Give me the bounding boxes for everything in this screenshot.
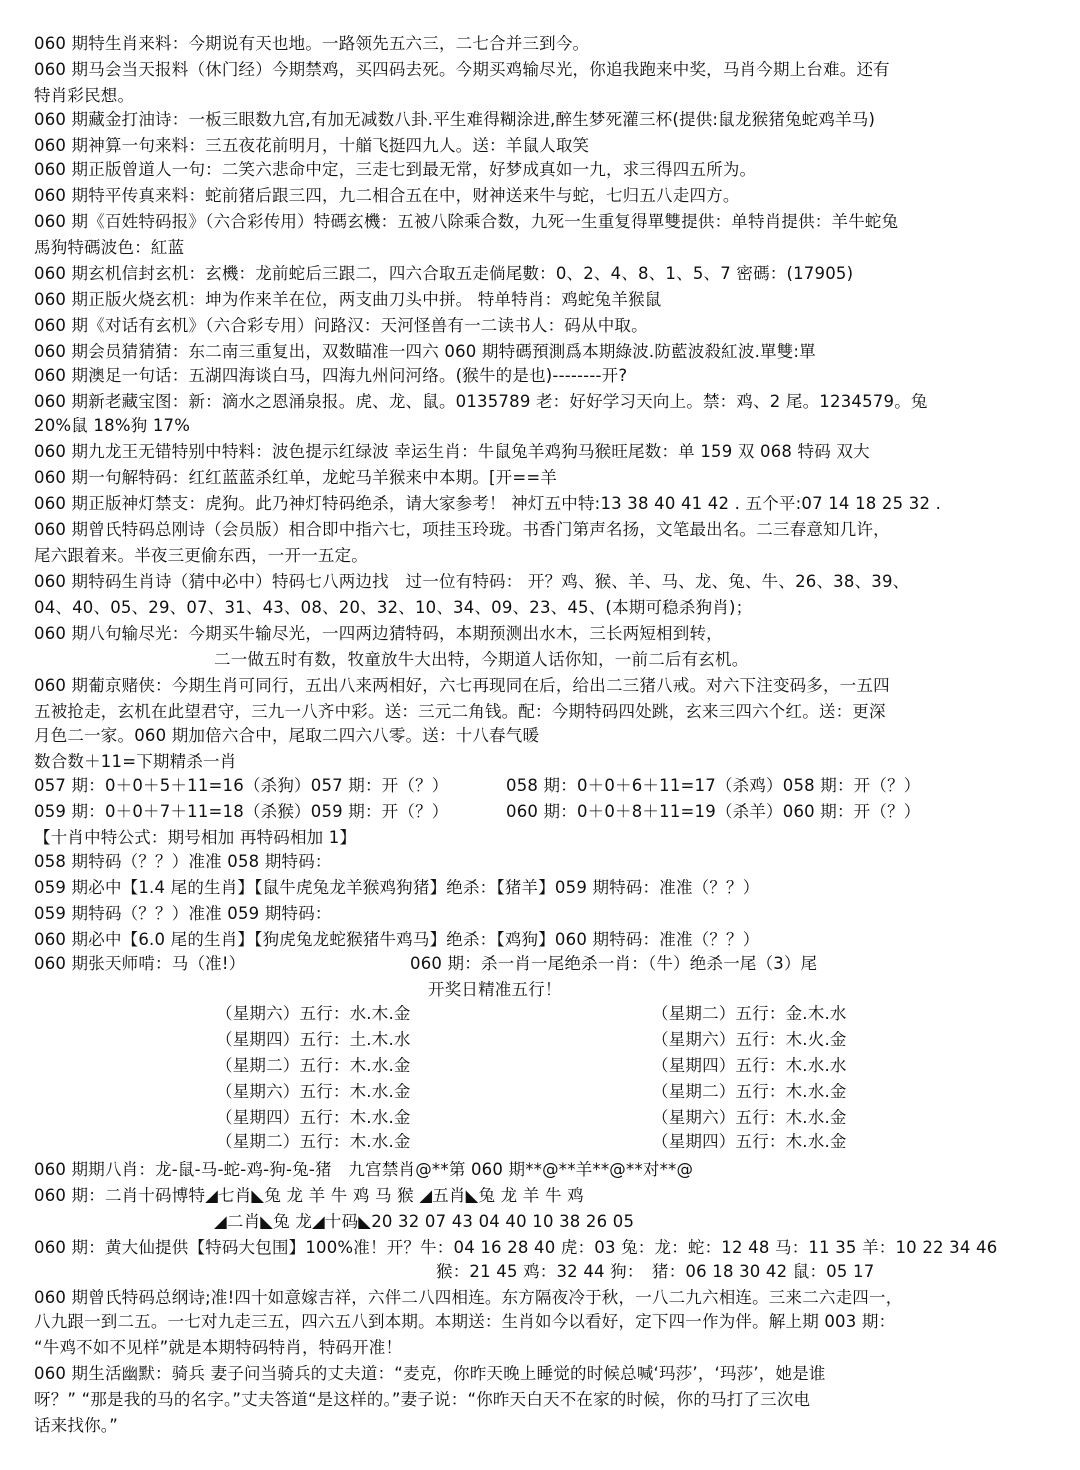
text-line: 060 期正版火烧玄机：坤为作来羊在位，两支曲刀头中拼。 特单特肖：鸡蛇兔羊猴鼠 — [34, 290, 662, 309]
wuxing-left: （星期六）五行：木.水.金 — [216, 1082, 411, 1101]
text-line: 060 期新老藏宝图：新：滴水之恩涌泉报。虎、龙、鼠。0135789 老：好好学习天向上。禁：鸡、2 尾。1234579。兔 — [34, 392, 928, 411]
text-line: 060 期：黄大仙提供【特码大包围】100%准！开？牛：04 16 28 40 虎：03 兔：龙：蛇：12 48 马：11 35 羊：10 22 34 46 — [34, 1238, 998, 1257]
text-line: 猴：21 45 鸡：32 44 狗： 猪：06 18 30 42 鼠：05 17 — [436, 1262, 875, 1281]
text-line: 月色二一家。060 期加倍六合中，尾取二四六八零。送：十八春气暖 — [34, 726, 540, 745]
text-line: 060 期葡京赌侠：今期生肖可同行，五出八来两相好，六七再现同在后，给出二三猪八戒。对六下注变码多，一五四 — [34, 676, 890, 695]
text-line: 060 期八句输尽光：今期买牛输尽光，一四两边猜特码，本期预测出水木，三长两短相到转， — [34, 624, 723, 643]
text-line: 二一做五时有数，牧童放牛大出特，今期道人话你知，一前二后有玄机。 — [214, 650, 749, 669]
wuxing-left: （星期六）五行：水.木.金 — [216, 1004, 411, 1023]
text-line: 特肖彩民想。 — [34, 86, 135, 105]
text-line: 060 期《对话有玄机》（六合彩专用）问路汉：天河怪兽有一二读书人：码从中取。 — [34, 316, 648, 335]
text-line: 馬狗特碼波色：紅蓝 — [34, 238, 185, 257]
text-line: 060 期会员猜猜猜：东二南三重复出，双数瞄准一四六 060 期特碼預測爲本期綠波.防藍波殺紅波.單雙:單 — [34, 342, 816, 361]
wuxing-right: （星期六）五行：木.火.金 — [652, 1030, 847, 1049]
text-line: 060 期：0＋0＋8＋11=19（杀羊）060 期：开（？） — [506, 802, 921, 821]
wuxing-right: （星期二）五行：木.水.金 — [652, 1082, 847, 1101]
wuxing-right: （星期四）五行：木.水.金 — [652, 1132, 847, 1151]
wuxing-left: （星期二）五行：木.水.金 — [216, 1132, 411, 1151]
text-line: 058 期：0＋0＋6＋11=17（杀鸡）058 期：开（？） — [506, 776, 921, 795]
text-line: 20%鼠 18%狗 17% — [34, 416, 191, 435]
text-line: 五被抢走，玄机在此望君守，三九一八齐中彩。送：三元二角钱。配：今期特码四处跳，玄来三四六个红。送：更深 — [34, 702, 886, 721]
wuxing-left: （星期二）五行：木.水.金 — [216, 1056, 411, 1075]
text-line: 开奖日精准五行！ — [428, 980, 562, 999]
text-line: “牛鸡不如不见样”就是本期特码特肖，特码开准！ — [34, 1338, 403, 1357]
text-line: 060 期特生肖来料：今期说有天也地。一路领先五六三，二七合并三到今。 — [34, 34, 590, 53]
wuxing-left: （星期四）五行：木.水.金 — [216, 1108, 411, 1127]
text-line: 060 期九龙王无错特别中特料：波色提示红绿波 幸运生肖：牛鼠兔羊鸡狗马猴旺尾数：单 159 双 068 特码 双大 — [34, 442, 870, 461]
text-line: 060 期澳足一句话：五湖四海谈白马，四海九州问河络。(猴牛的是也)--------开? — [34, 366, 628, 385]
text-line: 060 期特平传真来料：蛇前猪后跟三四，九二相合五在中，财神送来牛与蛇，七归五八走四方。 — [34, 186, 740, 205]
text-line: 060 期：二肖十码博特◢七肖◣兔 龙 羊 牛 鸡 马 猴 ◢五肖◣兔 龙 羊 牛 鸡 — [34, 1186, 584, 1205]
text-line: 060 期《百姓特码报》（六合彩传用）特碼玄機：五被八除乘合数，九死一生重复得單雙提供：单特肖提供：羊牛蛇兔 — [34, 212, 899, 231]
text-line: 060 期正版神灯禁支：虎狗。此乃神灯特码绝杀，请大家参考！ 神灯五中特:13 38 40 41 42 . 五个平:07 14 18 25 32 . — [34, 494, 942, 513]
wuxing-left: （星期四）五行：土.木.水 — [216, 1030, 411, 1049]
text-line: 058 期特码（？？）准准 058 期特码： — [34, 852, 332, 871]
text-line: 04、40、05、29、07、31、43、08、20、32、10、34、09、23、45、(本期可稳杀狗肖)； — [34, 598, 753, 617]
text-line: 尾六跟着来。半夜三更偷东西，一开一五定。 — [34, 546, 368, 565]
text-line: 数合数＋11=下期精杀一肖 — [34, 752, 237, 771]
text-line: 060 期藏金打油诗：一板三眼数九宫,有加无减数八卦.平生难得糊涂进,醉生梦死灌三杯(提供:鼠龙猴猪兔蛇鸡羊马) — [34, 110, 876, 129]
text-line: 060 期生活幽默：骑兵 妻子问当骑兵的丈夫道：“麦克，你昨天晚上睡觉的时候总喊‘玛莎’，‘玛莎’，她是谁 — [34, 1364, 826, 1383]
text-line: 060 期必中【6.0 尾的生肖】【狗虎兔龙蛇猴猪牛鸡马】绝杀：【鸡狗】060 期特码：准准（？？） — [34, 930, 760, 949]
text-line: 060 期正版曾道人一句：二笑六悲命中定，三走七到最无常，好梦成真如一九，求三得四五所为。 — [34, 160, 757, 179]
text-line: 057 期：0＋0＋5＋11=16（杀狗）057 期：开（？） — [34, 776, 449, 795]
text-line: 060 期神算一句来料：三五夜花前明月，十艏飞挺四九人。送：羊鼠人取笑 — [34, 136, 590, 155]
text-line: 060 期期八肖：龙-鼠-马-蛇-鸡-狗-兔-猪 九宫禁肖@**第 060 期**@**羊**@**对**@ — [34, 1160, 694, 1179]
text-line: 八九跟一到二五。一七对九走三五，四六五八到本期。本期送：生肖如今以看好，定下四一作为伴。解上期 003 期： — [34, 1312, 896, 1331]
text-line: 060 期特码生肖诗（猜中必中）特码七八两边找 过一位有特码： 开？鸡、猴、羊、马、龙、兔、牛、26、38、39、 — [34, 572, 910, 591]
text-line: 059 期特码（？？）准准 059 期特码： — [34, 904, 332, 923]
wuxing-right: （星期四）五行：木.水.水 — [652, 1056, 847, 1075]
text-line: 059 期必中【1.4 尾的生肖】【鼠牛虎兔龙羊猴鸡狗猪】绝杀：【猪羊】059 期特码：准准（？？） — [34, 878, 760, 897]
wuxing-right: （星期六）五行：木.水.金 — [652, 1108, 847, 1127]
text-line: 060 期一句解特码：红红蓝蓝杀红单，龙蛇马羊猴来中本期。[开==羊 — [34, 468, 558, 487]
text-line: 060 期玄机信封玄机：玄機：龙前蛇后三跟二，四六合取五走倘尾數：0、2、4、8、1、5、7 密碼：(17905) — [34, 264, 854, 283]
wuxing-right: （星期二）五行：金.木.水 — [652, 1004, 847, 1023]
text-line: 060 期张天师啃：马（准!） — [34, 954, 246, 973]
text-line: 059 期：0＋0＋7＋11=18（杀猴）059 期：开（？） — [34, 802, 449, 821]
text-line: 话来找你。” — [34, 1416, 118, 1435]
text-line: 060 期曾氏特码总刚诗（会员版）相合即中指六七，项挂玉玲珑。书香门第声名扬，文笔最出名。二三春意知几许， — [34, 520, 890, 539]
text-line: 060 期：杀一肖一尾绝杀一肖：（牛）绝杀一尾（3）尾 — [410, 954, 818, 973]
text-line: 060 期曾氏特码总纲诗;准!四十如意嫁吉祥，六伴二八四相连。东方隔夜冷于秋，一八二九六相连。三来二六走四一， — [34, 1288, 903, 1307]
text-line: 【十肖中特公式：期号相加 再特码相加 1】 — [34, 828, 357, 847]
text-line: ◢二肖◣兔 龙◢十码◣20 32 07 43 04 40 10 38 26 05 — [214, 1212, 635, 1231]
text-line: 呀？” “那是我的马的名字。”丈夫答道“是这样的。”妻子说：“你昨天白天不在家的时候，你的马打了三次电 — [34, 1390, 811, 1409]
text-line: 060 期马会当天报料（休门经）今期禁鸡，买四码去死。今期买鸡输尽光，你追我跑来中奖，马肖今期上台难。还有 — [34, 60, 890, 79]
